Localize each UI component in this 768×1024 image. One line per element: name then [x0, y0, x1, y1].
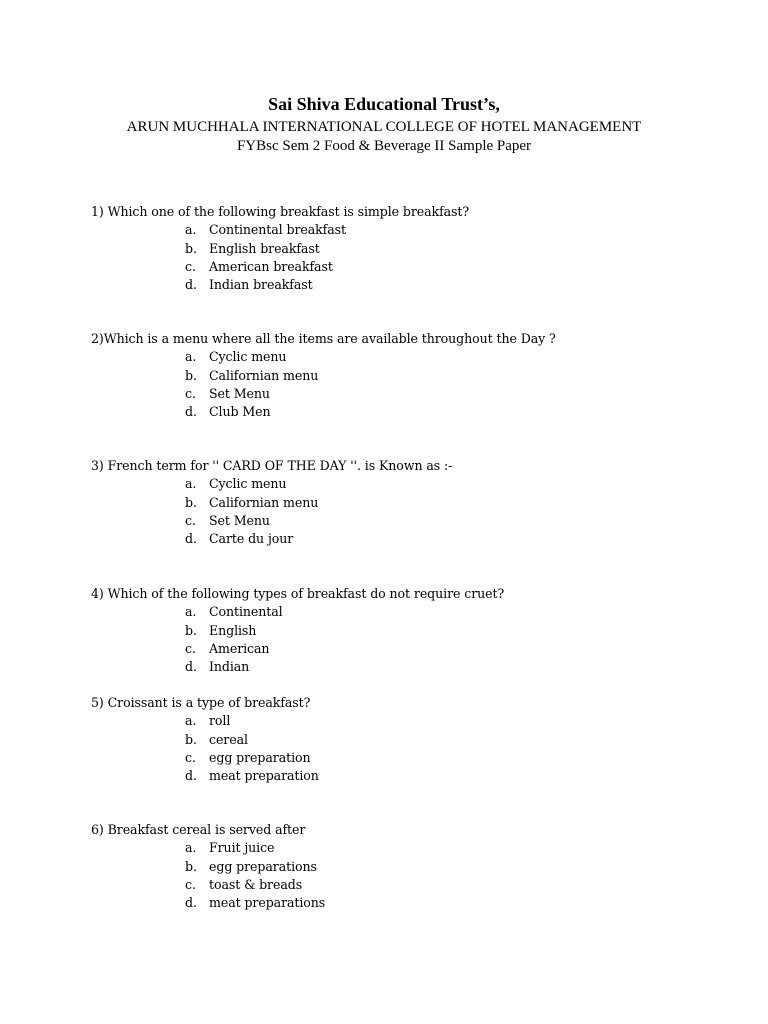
- option-text: Continental breakfast: [209, 222, 346, 238]
- question-4: [91, 585, 504, 676]
- option-text: Californian menu: [209, 494, 319, 510]
- paper-title: FYBsc Sem 2 Food & Beverage II Sample Paper: [236, 138, 532, 154]
- option-list: [91, 221, 469, 294]
- option-a: [91, 221, 469, 239]
- question-text: 6) Breakfast cereal is served after: [91, 822, 306, 837]
- option-letter: d.: [185, 404, 197, 420]
- question-5: [91, 694, 319, 785]
- option-text: meat preparations: [209, 895, 326, 911]
- option-letter: d.: [185, 659, 197, 675]
- option-a: [91, 475, 452, 493]
- trust-name: Sai Shiva Educational Trust’s,: [268, 94, 500, 114]
- option-b: [91, 494, 452, 512]
- option-text: Indian breakfast: [209, 277, 313, 293]
- question-text: 1) Which one of the following breakfast is simple breakfast?: [91, 204, 470, 219]
- question-text: 4) Which of the following types of breakfast do not require cruet?: [91, 586, 505, 601]
- option-list: [91, 475, 452, 548]
- option-letter: a.: [185, 840, 197, 856]
- option-text: Continental: [209, 604, 283, 620]
- option-text: American: [209, 640, 270, 656]
- option-b: [91, 240, 469, 258]
- option-d: [91, 530, 452, 548]
- option-text: toast & breads: [209, 876, 303, 892]
- option-b: [91, 367, 556, 385]
- option-letter: b.: [185, 858, 197, 874]
- option-a: [91, 603, 504, 621]
- option-d: [91, 658, 504, 676]
- question-text: 5) Croissant is a type of breakfast?: [91, 695, 311, 710]
- option-letter: b.: [185, 240, 197, 256]
- option-text: English breakfast: [209, 240, 320, 256]
- option-list: [91, 839, 326, 912]
- option-c: [91, 258, 469, 276]
- option-letter: d.: [185, 277, 197, 293]
- option-c: [91, 876, 305, 894]
- option-text: meat preparation: [209, 768, 319, 784]
- option-c: [91, 385, 556, 403]
- option-letter: a.: [185, 222, 197, 238]
- option-text: cereal: [209, 731, 248, 747]
- option-text: Cyclic menu: [209, 349, 287, 365]
- option-text: Indian: [209, 659, 250, 675]
- option-d: [91, 767, 319, 785]
- option-d: [91, 894, 326, 912]
- option-letter: a.: [185, 604, 197, 620]
- option-text: Club Men: [209, 404, 271, 420]
- option-text: English: [209, 622, 257, 638]
- option-letter: a.: [185, 476, 197, 492]
- option-a: [91, 348, 556, 366]
- option-list: [91, 603, 504, 676]
- option-letter: c.: [185, 258, 196, 274]
- option-c: [91, 640, 504, 658]
- option-text: Set Menu: [209, 512, 270, 528]
- option-list: [91, 348, 556, 421]
- option-letter: c.: [185, 876, 196, 892]
- option-c: [91, 512, 452, 530]
- question-3: [91, 457, 452, 548]
- option-letter: b.: [185, 731, 197, 747]
- option-letter: a.: [185, 713, 197, 729]
- question-text: 2)Which is a menu where all the items are available throughout the Day ?: [91, 331, 556, 346]
- option-a: [91, 712, 310, 730]
- question-1: [91, 203, 469, 294]
- option-list: [91, 712, 319, 785]
- option-text: Fruit juice: [209, 840, 275, 856]
- college-name: ARUN MUCHHALA INTERNATIONAL COLLEGE OF HOTEL MANAGEMENT: [126, 119, 642, 135]
- option-b: [91, 858, 317, 876]
- option-letter: a.: [185, 349, 197, 365]
- option-a: [91, 839, 305, 857]
- option-d: [91, 276, 469, 294]
- option-letter: c.: [185, 385, 196, 401]
- option-text: egg preparation: [209, 749, 311, 765]
- option-text: Californian menu: [209, 367, 319, 383]
- option-b: [91, 622, 504, 640]
- option-c: [91, 749, 310, 767]
- question-6: [91, 821, 326, 912]
- option-letter: d.: [185, 895, 197, 911]
- option-letter: c.: [185, 640, 196, 656]
- option-letter: c.: [185, 512, 196, 528]
- option-text: American breakfast: [209, 258, 333, 274]
- question-2: [91, 330, 556, 421]
- option-text: Set Menu: [209, 385, 270, 401]
- option-text: egg preparations: [209, 858, 317, 874]
- option-text: Carte du jour: [209, 531, 294, 547]
- option-letter: b.: [185, 494, 197, 510]
- question-text: 3) French term for '' CARD OF THE DAY ''. is Known as :-: [91, 458, 453, 473]
- option-text: roll: [209, 713, 231, 729]
- option-letter: b.: [185, 367, 197, 383]
- option-letter: d.: [185, 768, 197, 784]
- option-letter: b.: [185, 622, 197, 638]
- option-d: [91, 403, 556, 421]
- option-letter: c.: [185, 749, 196, 765]
- document-header: [0, 92, 768, 156]
- option-b: [91, 731, 310, 749]
- option-text: Cyclic menu: [209, 476, 287, 492]
- option-letter: d.: [185, 531, 197, 547]
